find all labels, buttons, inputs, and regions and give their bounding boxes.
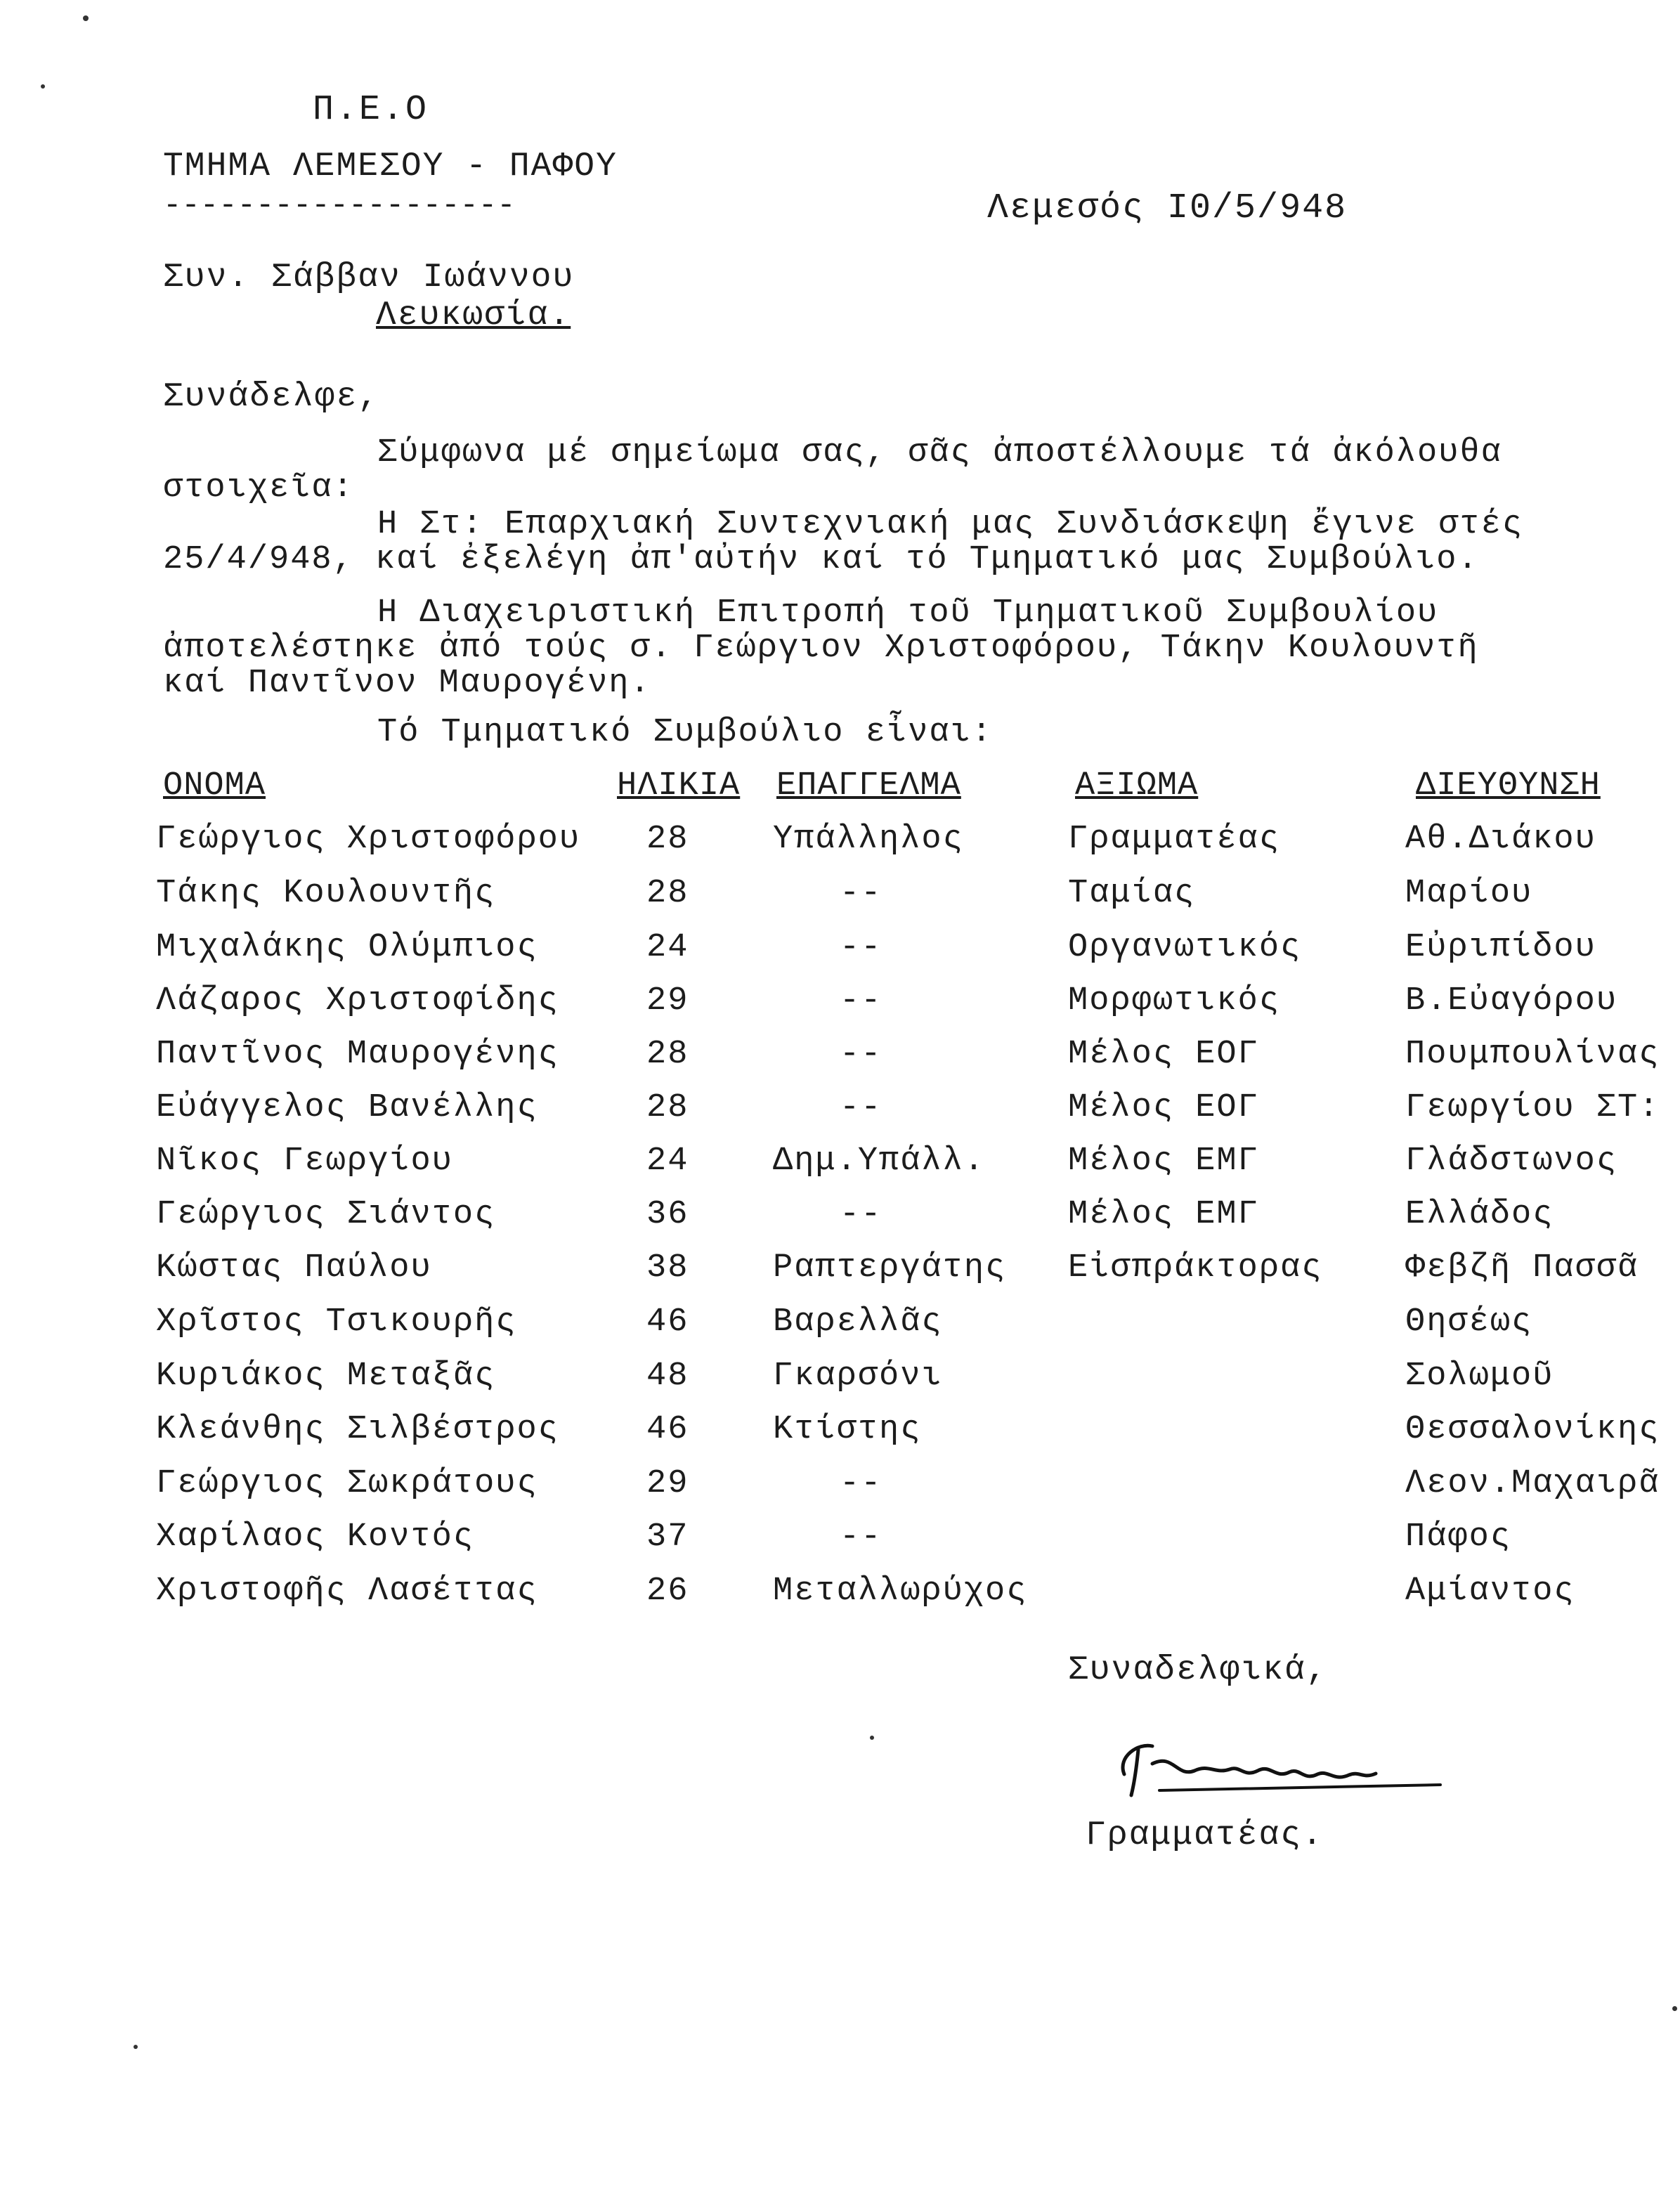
member-address: Αμίαντος	[1405, 1573, 1575, 1610]
member-age: 37	[646, 1518, 689, 1556]
member-profession: Γκαρσόνι	[773, 1358, 943, 1395]
table-row	[0, 875, 1680, 924]
member-profession: Βαρελλᾶς	[773, 1303, 943, 1341]
member-position: Μέλος ΕΟΓ	[1068, 1036, 1259, 1073]
scan-speck	[83, 15, 89, 21]
member-profession: --	[840, 1518, 883, 1556]
member-profession: --	[840, 1465, 883, 1502]
scan-speck	[870, 1736, 874, 1740]
member-position: Οργανωτικός	[1068, 929, 1302, 966]
member-age: 28	[646, 821, 689, 858]
member-name: Παντῖνος Μαυρογένης	[156, 1036, 559, 1073]
member-address: Σολωμοῦ	[1405, 1358, 1554, 1395]
signature	[1110, 1715, 1447, 1820]
member-name: Νῖκος Γεωργίου	[156, 1143, 453, 1180]
member-address: Λεον.Μαχαιρᾶ	[1405, 1465, 1660, 1502]
member-address: Γεωργίου ΣΤ:	[1405, 1089, 1660, 1126]
member-address: Θησέως	[1405, 1303, 1533, 1341]
member-position: Μέλος ΕΟΓ	[1068, 1089, 1259, 1126]
table-row	[0, 1358, 1680, 1407]
member-address: Γλάδστωνος	[1405, 1143, 1618, 1180]
recipient-city: Λευκωσία.	[376, 297, 571, 334]
member-name: Γεώργιος Χριστοφόρου	[156, 821, 581, 858]
member-age: 24	[646, 929, 689, 966]
member-name: Μιχαλάκης Ολύμπιος	[156, 929, 538, 966]
salutation: Συνάδελφε,	[163, 378, 380, 416]
member-age: 46	[646, 1411, 689, 1448]
member-address: Πάφος	[1405, 1518, 1512, 1556]
member-name: Λάζαρος Χριστοφίδης	[156, 982, 559, 1020]
member-position: Μέλος ΕΜΓ	[1068, 1196, 1259, 1233]
member-profession: --	[840, 1036, 883, 1073]
member-profession: --	[840, 982, 883, 1020]
table-row	[0, 1196, 1680, 1245]
member-profession: --	[840, 929, 883, 966]
member-profession: Δημ.Υπάλλ.	[773, 1143, 986, 1180]
member-address: Φεβζῆ Πασσᾶ	[1405, 1249, 1639, 1287]
member-profession: --	[840, 1196, 883, 1233]
member-profession: Κτίστης	[773, 1411, 922, 1448]
member-name: Κώστας Παύλου	[156, 1249, 432, 1287]
member-address: Εὐριπίδου	[1405, 929, 1596, 966]
member-age: 28	[646, 1089, 689, 1126]
table-row	[0, 1465, 1680, 1514]
member-profession: Υπάλληλος	[773, 821, 964, 858]
member-position: Μορφωτικός	[1068, 982, 1281, 1020]
member-age: 29	[646, 982, 689, 1020]
member-name: Γεώργιος Σιάντος	[156, 1196, 496, 1233]
member-position: Εἰσπράκτορας	[1068, 1249, 1323, 1287]
member-age: 36	[646, 1196, 689, 1233]
body-paragraph-3: Η Διαχειριστική Επιτροπή τοῦ Τμηματικοῦ Συμβουλίου ἀποτελέστηκε ἀπό τούς σ. Γεώργιον Χριστοφόρου, Τάκην Κουλουντῆ καί Παντῖνον Μαυρογένη.	[163, 594, 1479, 702]
member-age: 28	[646, 875, 689, 912]
scan-speck	[134, 2045, 138, 2049]
header-position: ΑΞΙΩΜΑ	[1075, 767, 1199, 805]
member-profession: Μεταλλωρύχος	[773, 1573, 1028, 1610]
table-row	[0, 982, 1680, 1032]
table-row	[0, 1573, 1680, 1622]
member-address: Β.Εὐαγόρου	[1405, 982, 1618, 1020]
member-age: 28	[646, 1036, 689, 1073]
member-address: Πουμπουλίνας	[1405, 1036, 1660, 1073]
member-age: 24	[646, 1143, 689, 1180]
table-row	[0, 1036, 1680, 1085]
member-name: Τάκης Κουλουντῆς	[156, 875, 496, 912]
member-name: Χαρίλαος Κοντός	[156, 1518, 475, 1556]
member-profession: --	[840, 1089, 883, 1126]
table-row	[0, 1303, 1680, 1353]
member-age: 29	[646, 1465, 689, 1502]
member-address: Θεσσαλονίκης	[1405, 1411, 1660, 1448]
letterhead-rule: -------------------	[163, 188, 516, 223]
closing: Συναδελφικά,	[1068, 1651, 1328, 1689]
table-intro: Τό Τμηματικό Συμβούλιο εἶναι:	[377, 714, 993, 751]
member-name: Γεώργιος Σωκράτους	[156, 1465, 538, 1502]
member-name: Κλεάνθης Σιλβέστρος	[156, 1411, 559, 1448]
member-address: Μαρίου	[1405, 875, 1533, 912]
recipient-name: Συν. Σάββαν Ιωάννου	[163, 259, 575, 297]
member-position: Γραμματέας	[1068, 821, 1281, 858]
member-name: Εὐάγγελος Βανέλλης	[156, 1089, 538, 1126]
member-name: Κυριάκος Μεταξᾶς	[156, 1358, 496, 1395]
header-profession: ΕΠΑΓΓΕΛΜΑ	[776, 767, 961, 805]
member-age: 38	[646, 1249, 689, 1287]
table-row	[0, 929, 1680, 978]
member-address: Ελλάδος	[1405, 1196, 1554, 1233]
organization-name: Π.Ε.Ο	[313, 90, 429, 130]
member-name: Χριστοφῆς Λασέττας	[156, 1573, 538, 1610]
table-row	[0, 1249, 1680, 1299]
scan-speck	[41, 84, 45, 89]
table-row	[0, 1089, 1680, 1138]
member-profession: Ραπτεργάτης	[773, 1249, 1007, 1287]
member-age: 46	[646, 1303, 689, 1341]
table-row	[0, 1518, 1680, 1568]
member-position: Μέλος ΕΜΓ	[1068, 1143, 1259, 1180]
member-age: 26	[646, 1573, 689, 1610]
member-name: Χρῖστος Τσικουρῆς	[156, 1303, 517, 1341]
member-profession: --	[840, 875, 883, 912]
scan-speck	[1672, 2006, 1677, 2011]
member-address: Αθ.Διάκου	[1405, 821, 1596, 858]
body-paragraph-1: Σύμφωνα μέ σημείωμα σας, σᾶς ἀποστέλλουμε τά ἀκόλουθα στοιχεῖα:	[163, 434, 1502, 507]
header-address: ΔΙΕΥΘΥΝΣΗ	[1416, 767, 1601, 805]
member-age: 48	[646, 1358, 689, 1395]
table-row	[0, 1143, 1680, 1192]
header-name: ΟΝΟΜΑ	[163, 767, 266, 805]
signature-title: Γραμματέας.	[1086, 1816, 1324, 1854]
table-row	[0, 1411, 1680, 1460]
header-age: ΗΛΙΚΙΑ	[617, 767, 741, 805]
branch-name: ΤΜΗΜΑ ΛΕΜΕΣΟΥ - ΠΑΦΟΥ	[163, 148, 618, 186]
place-date: Λεμεσός Ι0/5/948	[987, 188, 1348, 228]
member-position: Ταμίας	[1068, 875, 1196, 912]
table-row	[0, 821, 1680, 870]
body-paragraph-2: Η Στ: Επαρχιακή Συντεχνιακή μας Συνδιάσκεψη ἔγινε στές 25/4/948, καί ἐξελέγη ἀπ'αὐτήν καί τό Τμηματικό μας Συμβούλιο.	[163, 506, 1524, 578]
